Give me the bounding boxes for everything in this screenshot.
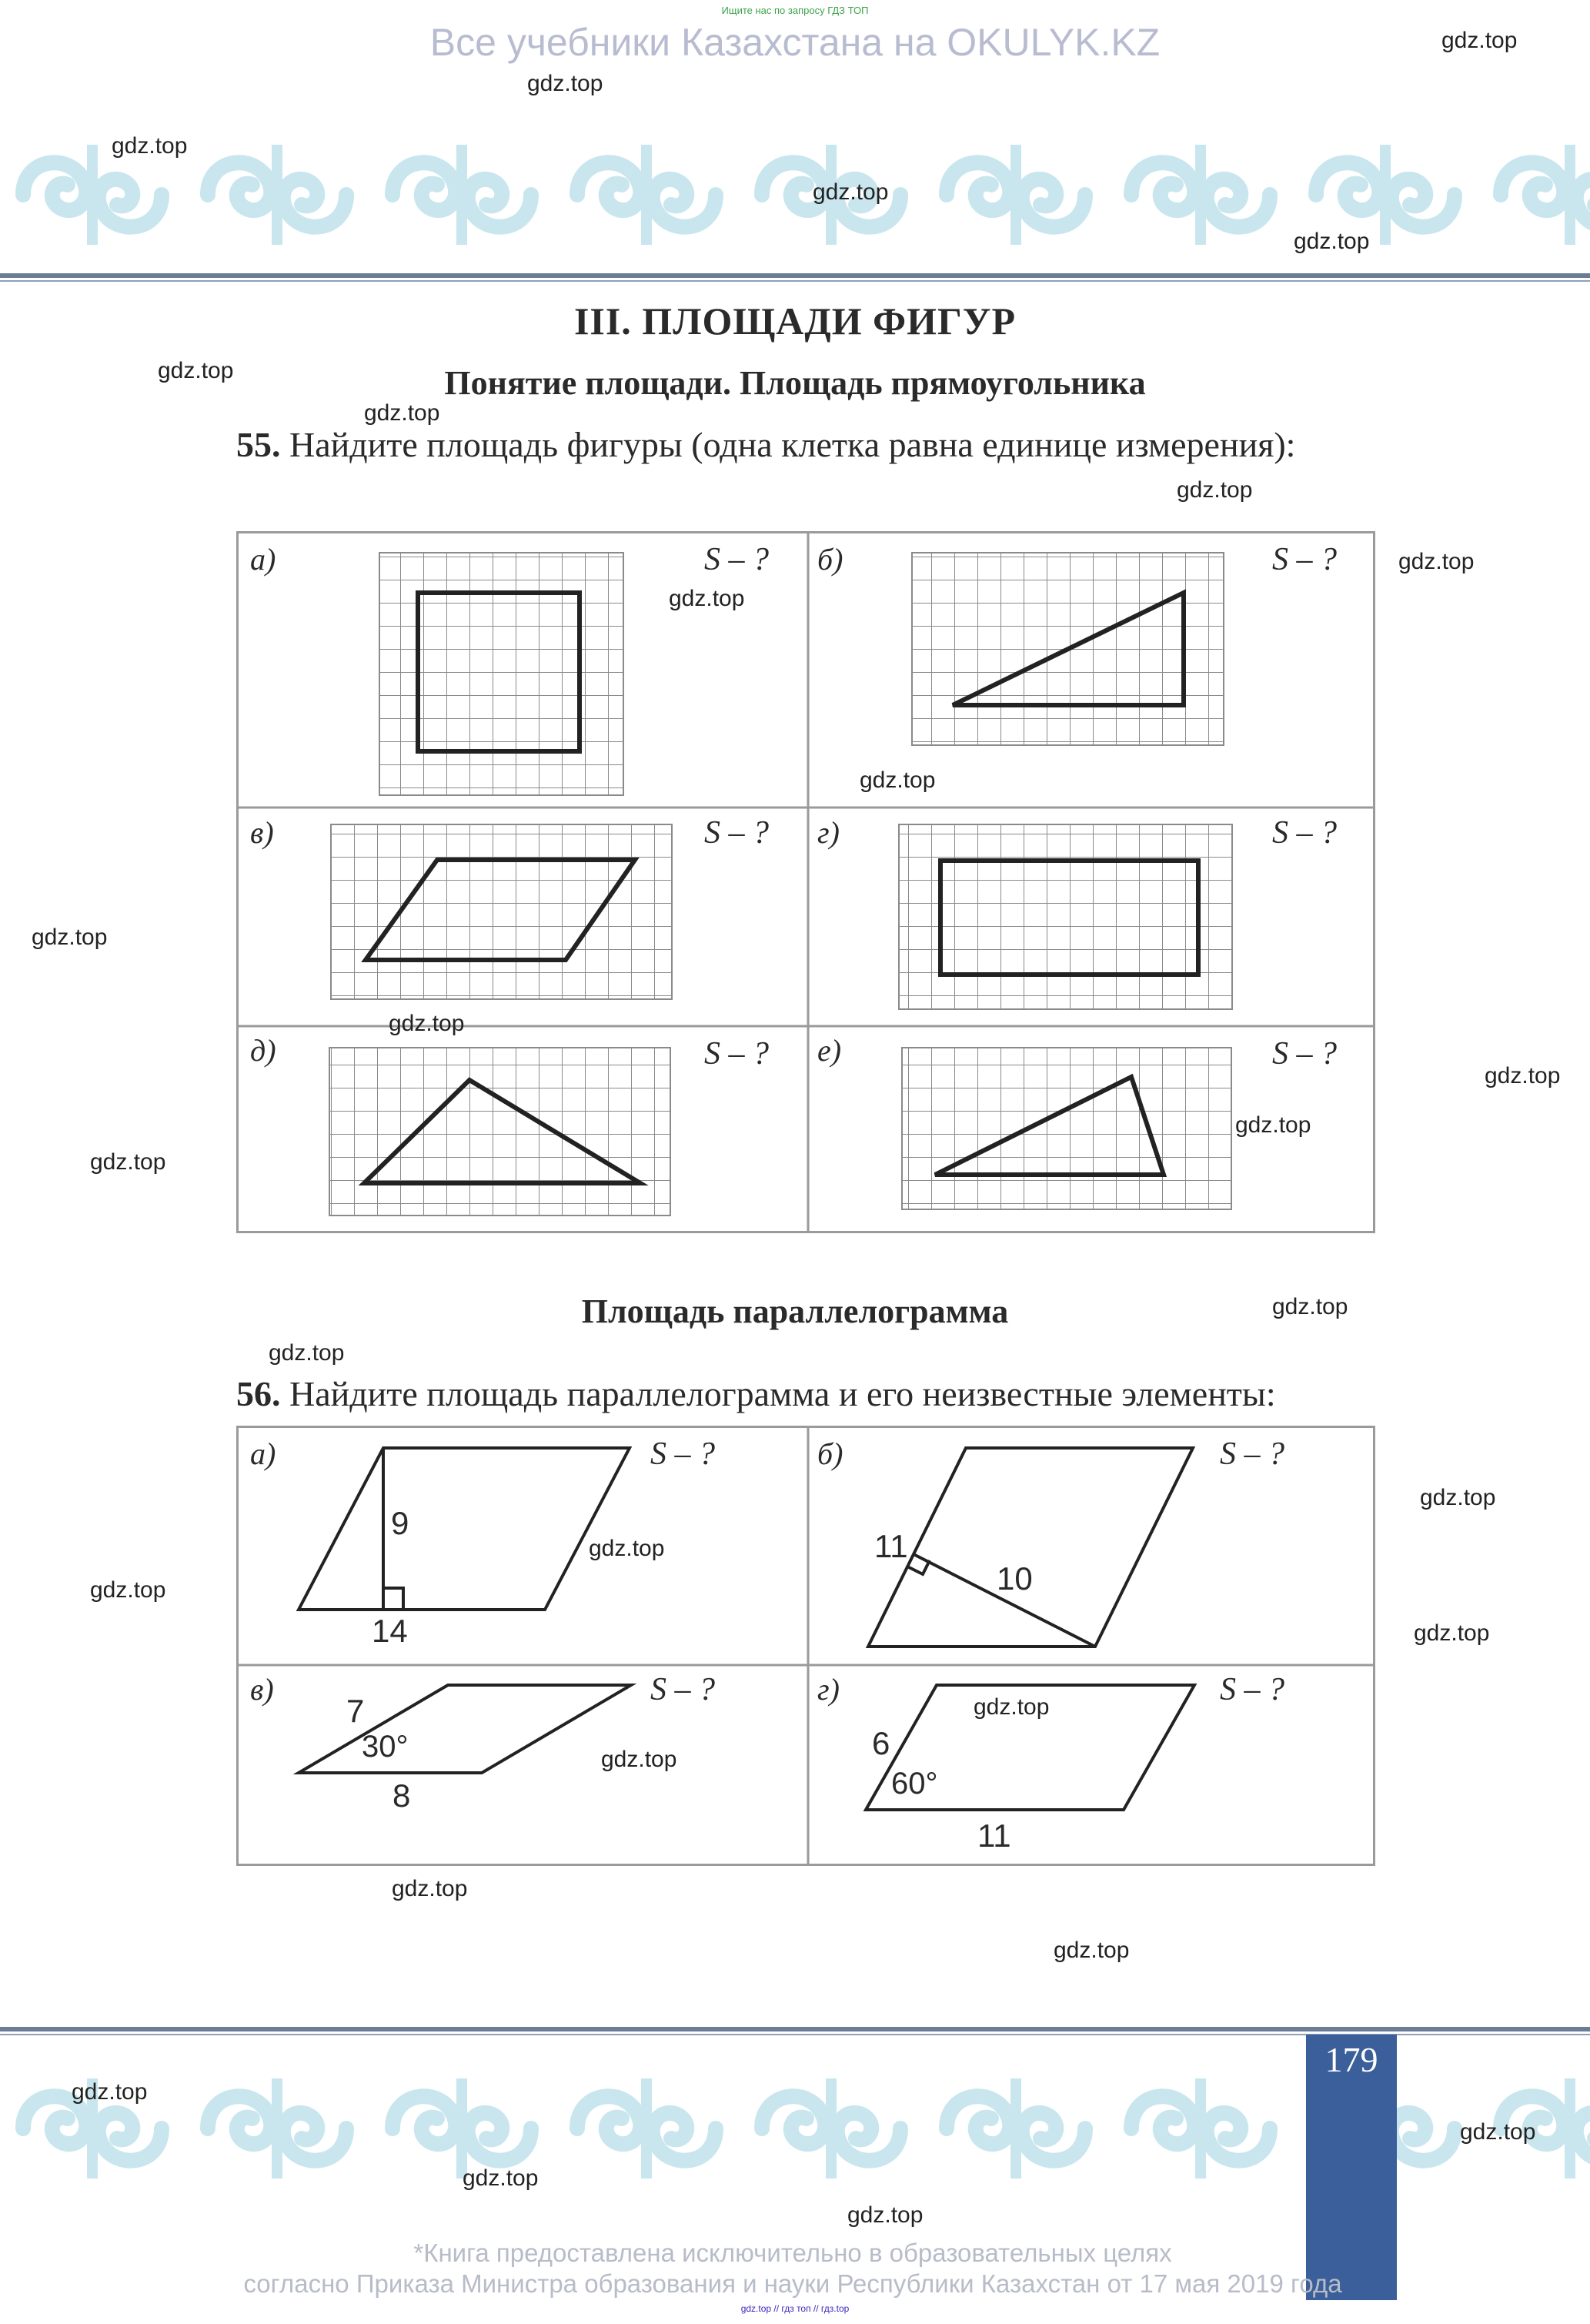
bottom-rule xyxy=(0,2027,1590,2031)
watermark: gdz.top xyxy=(1414,1620,1490,1646)
num-height-9: 9 xyxy=(391,1505,409,1541)
watermark: gdz.top xyxy=(1398,549,1475,574)
watermark: gdz.top xyxy=(463,2165,539,2191)
num-angle-60: 60° xyxy=(891,1767,938,1801)
watermark: gdz.top xyxy=(1235,1112,1311,1138)
cell-g-s: S – ? xyxy=(1272,815,1337,851)
watermark: gdz.top xyxy=(364,400,440,426)
page-number: 179 xyxy=(1324,2040,1378,2079)
watermark: gdz.top xyxy=(527,71,603,96)
figure-a-square xyxy=(379,553,623,795)
watermark: gdz.top xyxy=(974,1694,1050,1720)
watermark: gdz.top xyxy=(90,1149,166,1175)
watermark: gdz.top xyxy=(389,1011,465,1036)
watermark: gdz.top xyxy=(158,358,234,383)
task-56-table xyxy=(236,1426,1375,1866)
watermark: gdz.top xyxy=(860,767,936,793)
top-rule-thin xyxy=(0,280,1590,282)
num-side-11b: 11 xyxy=(977,1817,1011,1854)
num-side-6: 6 xyxy=(872,1725,890,1761)
cell-a-label: а) xyxy=(250,542,276,577)
chapter-title: III. ПЛОЩАДИ ФИГУР xyxy=(573,299,1017,343)
watermark: gdz.top xyxy=(32,925,108,950)
num-side-11: 11 xyxy=(874,1528,908,1564)
figure-v-parallelogram xyxy=(331,824,672,999)
watermark: gdz.top xyxy=(813,179,889,205)
cell-56v-s: S – ? xyxy=(650,1672,715,1707)
watermark: gdz.top xyxy=(1177,477,1253,503)
cell-56a-label: а) xyxy=(250,1436,276,1471)
cell-56b-label: б) xyxy=(817,1436,843,1471)
cell-56g-label: г) xyxy=(817,1672,840,1707)
watermark: gdz.top xyxy=(847,2202,924,2228)
watermark: gdz.top xyxy=(1054,1938,1130,1963)
cell-a-s: S – ? xyxy=(704,542,769,577)
watermark: gdz.top xyxy=(1485,1063,1561,1088)
watermark: gdz.top xyxy=(601,1747,677,1772)
watermark: gdz.top xyxy=(1420,1485,1496,1510)
watermark: gdz.top xyxy=(112,133,188,159)
num-side-8: 8 xyxy=(392,1777,411,1814)
cell-v-label: в) xyxy=(250,815,274,850)
section-heading-parallelogram: Площадь параллелограмма xyxy=(581,1292,1009,1330)
cell-56g-s: S – ? xyxy=(1220,1672,1284,1707)
figure-g-rectangle xyxy=(899,824,1232,1009)
watermark: gdz.top xyxy=(1460,2119,1536,2145)
search-hint: Ищите нас по запросу ГДЗ ТОП xyxy=(721,5,869,16)
watermark: gdz.top xyxy=(1294,229,1370,254)
task-text: Найдите площадь фигуры (одна клетка равна единице измерения): xyxy=(289,425,1296,464)
footer-note-line1: *Книга предоставлена исключительно в образовательных целях xyxy=(413,2239,1172,2267)
cell-b-label: б) xyxy=(817,542,843,577)
cell-d-label: д) xyxy=(250,1033,276,1068)
task-55 xyxy=(236,420,1375,470)
watermark: gdz.top xyxy=(1272,1294,1348,1319)
watermark: gdz.top xyxy=(72,2079,148,2105)
watermark: gdz.top xyxy=(90,1577,166,1603)
figure-b-triangle xyxy=(912,553,1224,745)
section-heading-area: Понятие площади. Площадь прямоугольника xyxy=(444,364,1146,402)
watermark: gdz.top xyxy=(1441,28,1518,53)
figure-e-triangle xyxy=(902,1048,1231,1209)
num-side-14: 14 xyxy=(372,1613,408,1649)
footer-note-line2: согласно Приказа Министра образования и науки Республики Казахстан от 17 мая 2019 года xyxy=(243,2269,1342,2298)
cell-e-s: S – ? xyxy=(1272,1036,1337,1072)
task-text: Найдите площадь параллелограмма и его неизвестные элементы: xyxy=(289,1374,1276,1413)
cell-56a-s: S – ? xyxy=(650,1436,715,1472)
site-title[interactable]: Все учебники Казахстана на OKULYK.KZ xyxy=(429,21,1161,64)
task-55-table xyxy=(236,531,1375,1233)
cell-56v-label: в) xyxy=(250,1672,274,1707)
top-rule xyxy=(0,273,1590,278)
cell-e-label: е) xyxy=(817,1033,842,1068)
num-angle-30: 30° xyxy=(362,1730,409,1764)
figure-56a-parallelogram xyxy=(299,1448,630,1610)
task-56 xyxy=(236,1369,1375,1419)
cell-56b-s: S – ? xyxy=(1220,1436,1284,1472)
figure-56b-parallelogram xyxy=(868,1448,1193,1647)
cell-b-s: S – ? xyxy=(1272,542,1337,577)
figure-d-triangle xyxy=(329,1048,670,1216)
num-side-7: 7 xyxy=(346,1693,365,1729)
task-number: 55. xyxy=(236,425,281,464)
cell-g-label: г) xyxy=(817,815,840,850)
watermark: gdz.top xyxy=(392,1876,468,1901)
watermark: gdz.top xyxy=(669,586,745,611)
task-number: 56. xyxy=(236,1374,281,1413)
num-height-10: 10 xyxy=(997,1560,1033,1597)
watermark: gdz.top xyxy=(269,1340,345,1366)
cell-v-s: S – ? xyxy=(704,815,769,851)
watermark: gdz.top xyxy=(589,1536,665,1561)
bottom-hint: gdz.top // гдз топ // гдз.top xyxy=(740,2303,850,2314)
cell-d-s: S – ? xyxy=(704,1036,769,1072)
